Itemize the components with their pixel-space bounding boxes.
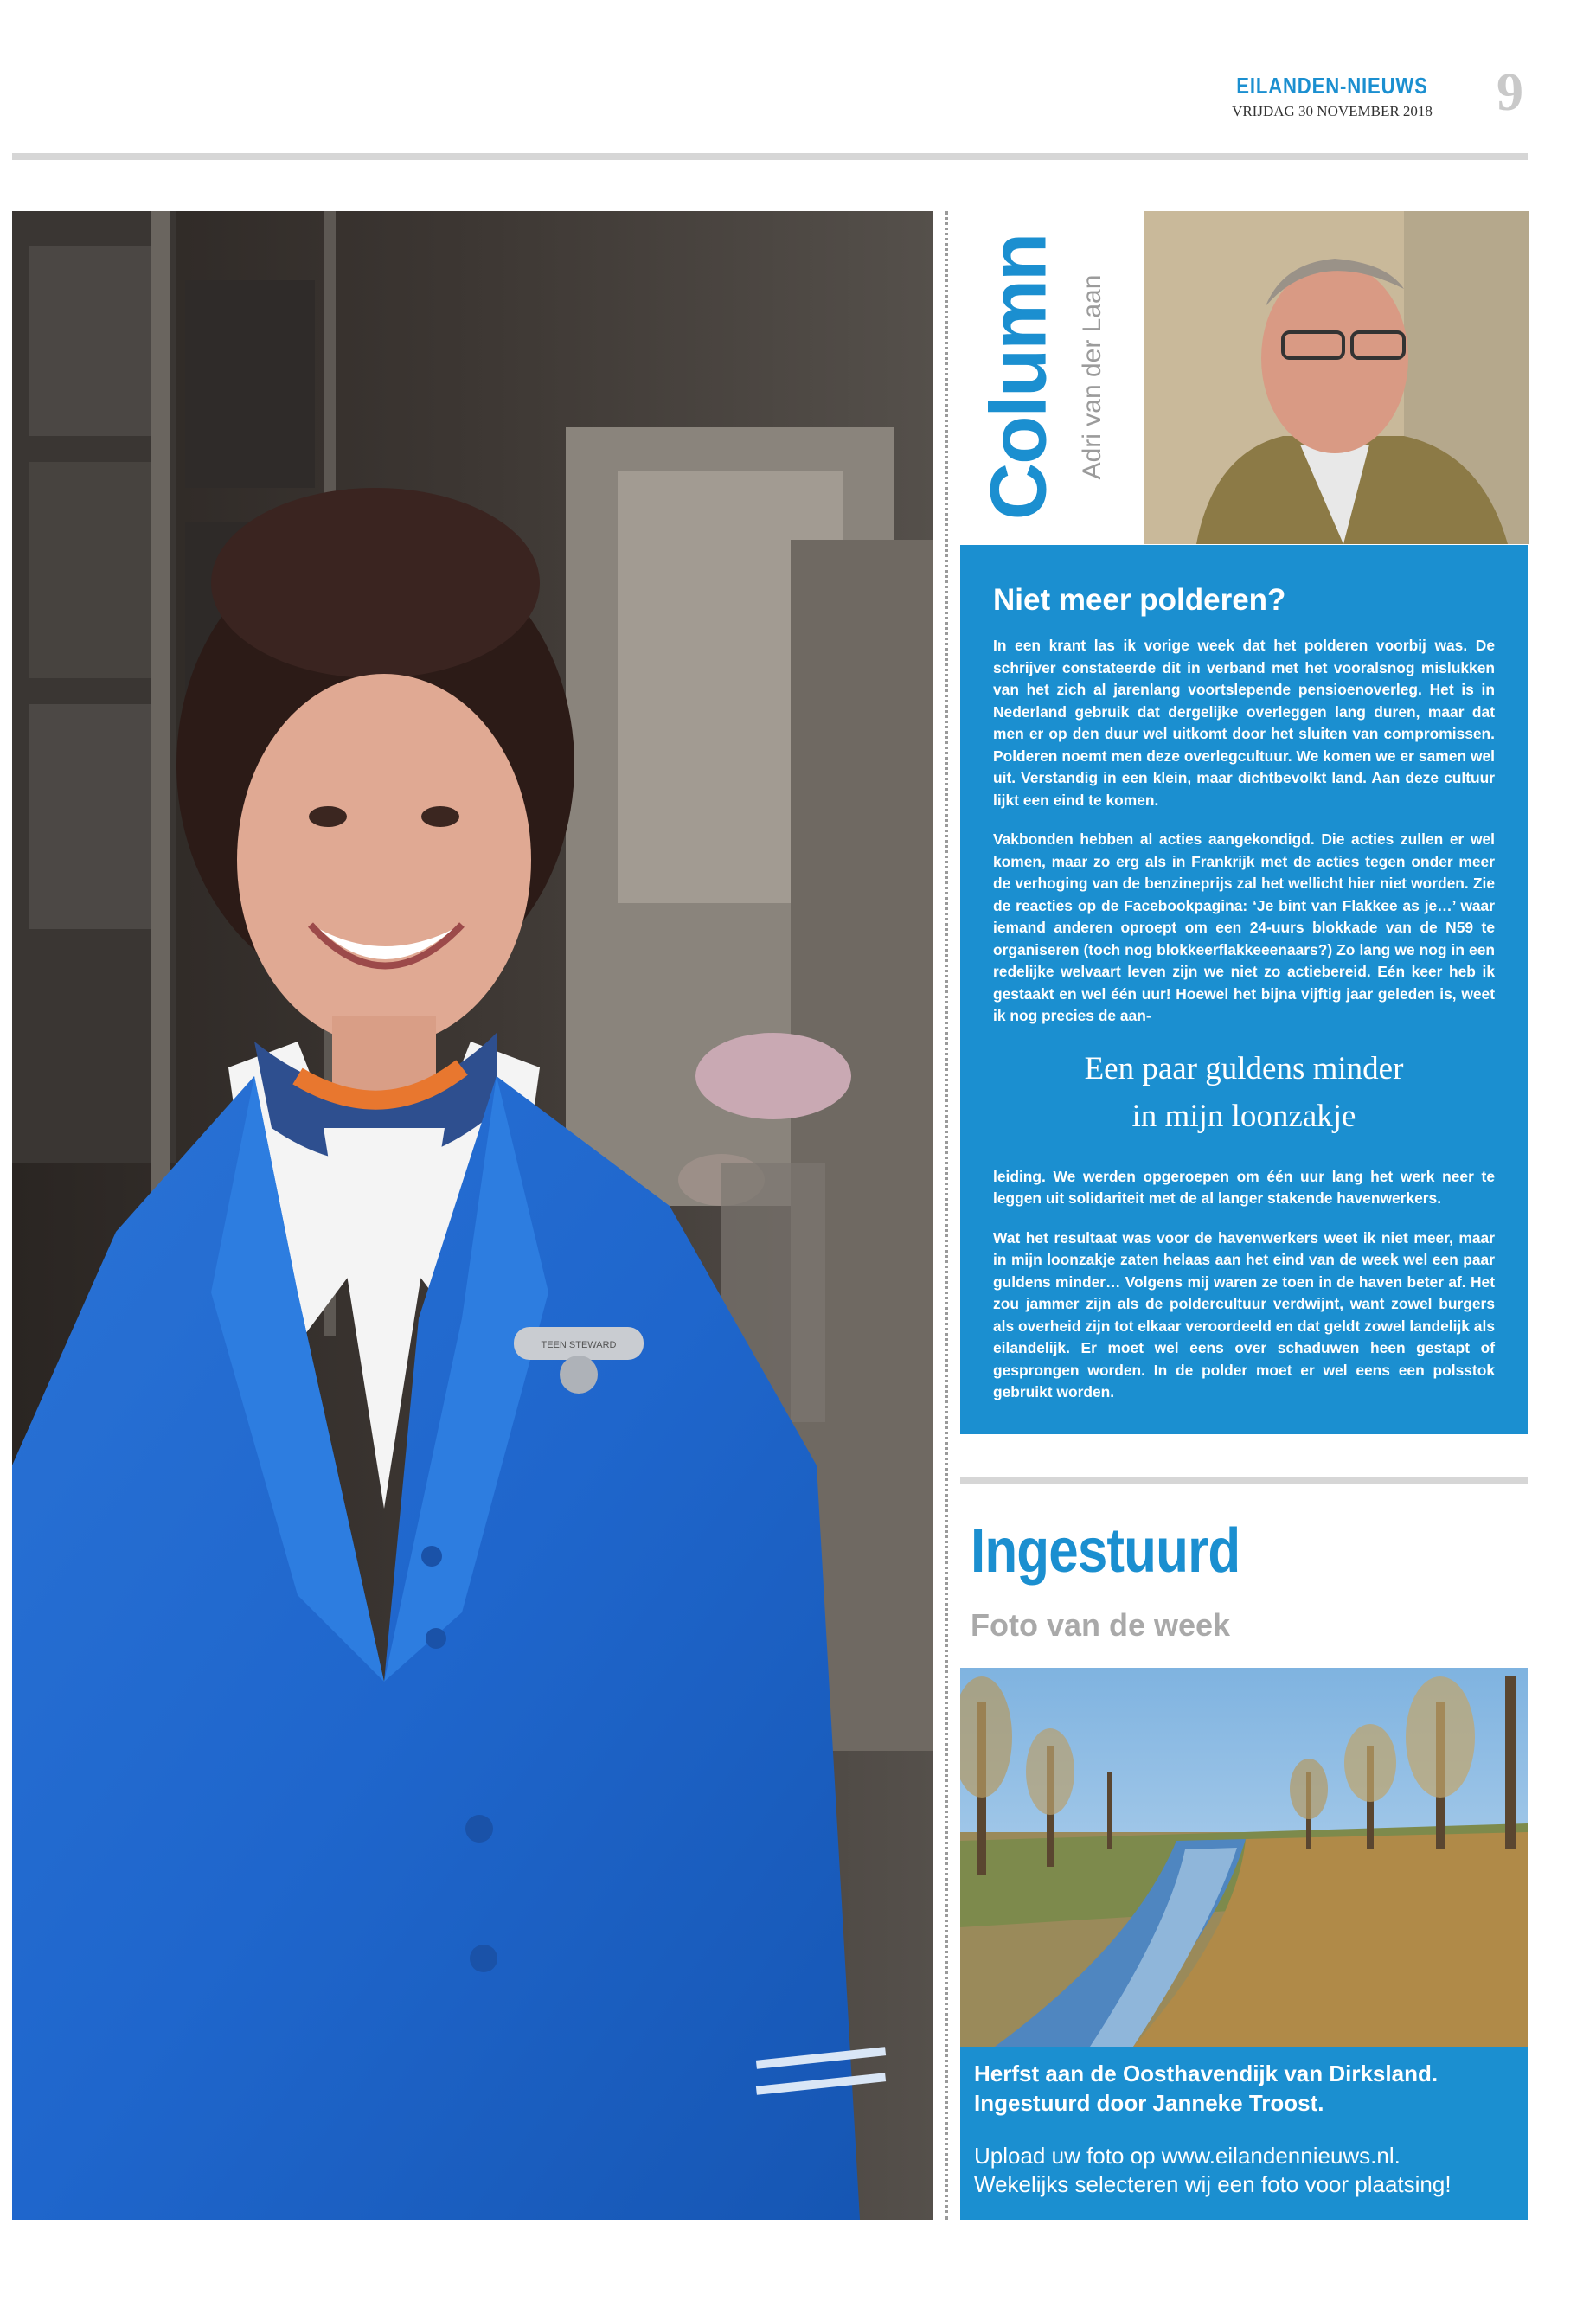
brand-logo: EILANDEN-NIEUWS (1236, 73, 1428, 99)
pull-quote (993, 1045, 1495, 1140)
pull-quote-line: Een paar guldens minder (1084, 1050, 1404, 1086)
column-paragraph: In een krant las ik vorige week dat het polderen voorbij was. De schrijver constateerde dit in verband met het vooralsnog mislukken van het zich al jarenlang voortslepende pensioenoverleg. Het is in Nederland gebruik dat dergelijke overleggen lang duren, maar dat men er op den duur wel uitkomt door het sluiten van compromissen. Polderen noemt men deze overlegcultuur. We komen we er samen wel uit. Verstandig in een klein, maar dichtbevolkt land. Aan deze cultuur lijkt een eind te komen. (993, 637, 1495, 809)
vertical-dotted-divider (945, 211, 948, 2220)
upload-line: Upload uw foto op www.eilandennieuws.nl. (974, 2143, 1401, 2169)
masthead (1211, 73, 1453, 120)
caption-line: Herfst aan de Oosthavendijk van Dirksland. (974, 2061, 1439, 2086)
ingestuurd-title: Ingestuurd (971, 1516, 1240, 1586)
pull-quote-line: in mijn loonzakje (1131, 1098, 1356, 1134)
photo-caption (974, 2059, 1514, 2118)
section-rule (960, 1477, 1528, 1484)
ingestuurd-subtitle: Foto van de week (971, 1607, 1231, 1643)
author-portrait-illustration (1144, 211, 1529, 544)
column-label (963, 211, 1144, 544)
badge-text: TEEN STEWARD (541, 1340, 617, 1350)
page-number: 9 (1497, 63, 1523, 122)
column-heading: Column (974, 234, 1063, 521)
column-title: Niet meer polderen? (993, 583, 1286, 617)
stewardess-photo-illustration (12, 211, 933, 2220)
author-portrait (1144, 211, 1529, 544)
column-paragraph: Vakbonden hebben al acties aangekondigd. Die acties zullen er wel komen, maar zo erg als in Frankrijk met de acties tegen onder meer de verhoging van de benzineprijs zal het wellicht hier niet worden. Zie de reacties op de Facebookpagina: ‘Je bint van Flakkee as je…’ waar iemand anderen oproept om een 24-uurs blokkade van de N59 te organiseren (toch nog blokkeerflakkeeenaars?) Zo lang we nog in een redelijke welvaart leven zijn we niet zo actiebereid. Eén keer heb ik gestaakt en wel één uur! Hoewel het bijna vijftig jaar geleden is, weet ik nog precies de aan- (993, 830, 1495, 1024)
main-photo (12, 211, 933, 2220)
column-author: Adri van der Laan (1078, 274, 1106, 480)
upload-line: Wekelijks selecteren wij een foto voor plaatsing! (974, 2171, 1452, 2197)
column-box (960, 545, 1528, 1434)
caption-line: Ingestuurd door Janneke Troost. (974, 2090, 1324, 2116)
upload-instructions (974, 2142, 1514, 2199)
top-rule (12, 153, 1528, 160)
week-photo (960, 1668, 1528, 2047)
caption-box (960, 2047, 1528, 2220)
column-paragraph: leiding. We werden opgeroepen om één uur lang het werk neer te leggen uit solidariteit met de al langer stakende havenwerkers. (993, 1167, 1495, 1207)
column-paragraph: Wat het resultaat was voor de havenwerkers weet ik niet meer, maar in mijn loonzakje zaten helaas aan het eind van de week wel een paar guldens minder… Volgens mij waren ze toen in de haven beter af. Het zou jammer zijn als de poldercultuur verdwijnt, want zowel burgers als overheid zijn tot elkaar veroordeeld en dat geldt zowel landelijk als eilandelijk. Er moet wel eens over schaduwen heen gestapt of gesprongen worden. In de polder moet er wel eens een polsstok gebruikt worden. (993, 1228, 1495, 1400)
canal-landscape-illustration (960, 1668, 1528, 2047)
dateline: VRIJDAG 30 NOVEMBER 2018 (1232, 103, 1433, 119)
